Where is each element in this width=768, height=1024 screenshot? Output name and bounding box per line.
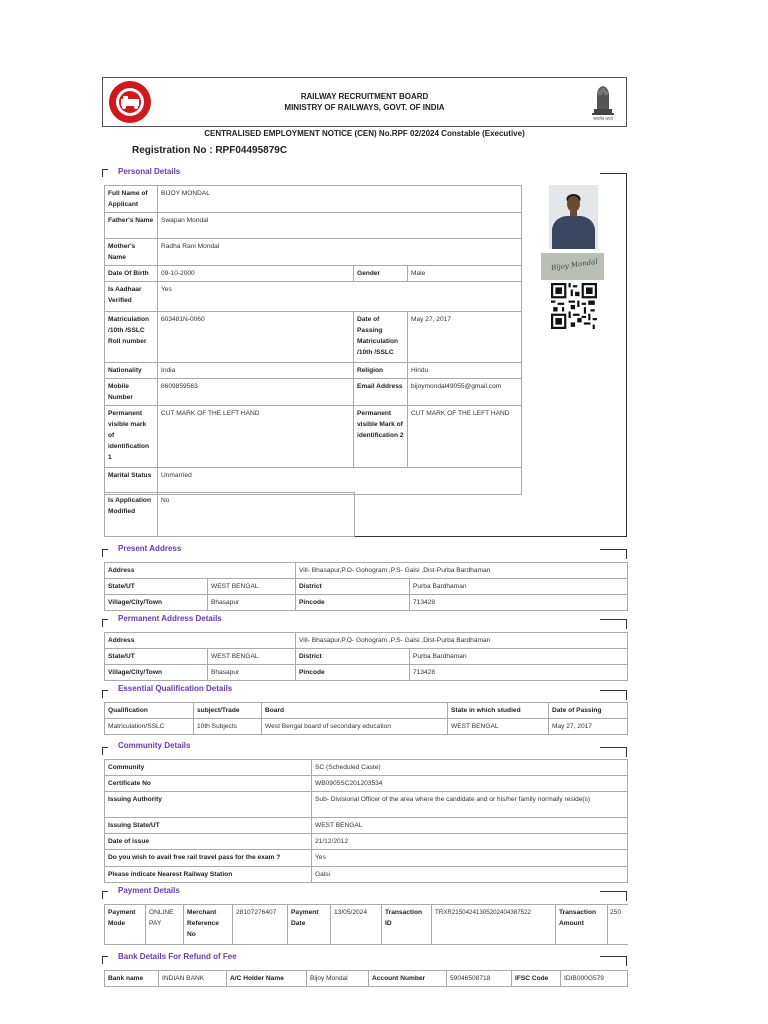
table-row [105,363,522,379]
table-row [105,595,628,611]
applicant-photo [549,185,598,249]
payment-date-value: 13/05/2024 [331,905,382,945]
field-label: Father's Name [105,213,158,239]
field-label: Pincode [296,665,410,681]
table-cell: WEST BENGAL [448,719,549,735]
section-bracket [102,169,108,170]
account-holder-value: Bijoy Mondal [307,971,369,987]
person-icon [549,185,598,249]
field-label: Nationality [105,363,158,379]
modified-value: No [158,493,355,537]
field-label: Email Address [354,379,408,406]
field-label: Issuing State/UT [105,818,312,834]
section-rule [600,173,627,174]
table-row [105,818,628,834]
table-cell: May 27, 2017 [549,719,628,735]
emblem-caption: सत्यमेव जयते [593,116,613,121]
present-village-value: Bhasapur [208,595,296,611]
field-label: State/UT [105,579,208,595]
field-label: Address [105,633,296,649]
signature-text: Bijoy Mondal [550,257,599,273]
section-bracket [102,956,103,964]
permanent-village-value: Bhasapur [208,665,296,681]
field-label: Village/City/Town [105,665,208,681]
section-rule [626,173,627,537]
field-label: Address [105,563,296,579]
field-label: District [296,579,410,595]
section-rule [600,690,627,691]
section-title-personal: Personal Details [118,167,181,176]
section-title-qualification: Essential Qualification Details [118,684,233,693]
section-rule [626,619,627,629]
field-label: Date of issue [105,834,312,850]
qualification-table [104,702,628,735]
column-header: Date of Passing [549,703,628,719]
table-row [105,905,628,945]
field-label: Date Of Birth [105,266,158,282]
section-bracket [102,891,108,892]
field-label: Permanent visible mark of identification 1 [105,406,158,468]
application-modified-table [104,492,355,537]
payment-mode-value: ONLINE PAY [146,905,184,945]
cen-title: CENTRALISED EMPLOYMENT NOTICE (CEN) No.RPF 02/2024 Constable (Executive) [204,129,525,138]
present-pincode-value: 713428 [410,595,628,611]
section-bracket [102,690,108,691]
present-state-value: WEST BENGAL [208,579,296,595]
field-label: Religion [354,363,408,379]
dob-value: 09-10-2000 [158,266,354,282]
table-row [105,379,522,406]
table-row [105,649,628,665]
board-heading [102,91,627,113]
community-value: SC (Scheduled Caste) [312,760,628,776]
bank-name-value: INDIAN BANK [159,971,227,987]
full-name-value: BIJOY MONDAL [158,186,522,213]
table-row [105,186,522,213]
present-address-table [104,562,628,611]
section-rule [600,891,627,892]
field-label: Account Number [369,971,447,987]
permanent-pincode-value: 713428 [410,665,628,681]
mother-name-value: Radha Rani Mondal [158,239,522,266]
section-rule [626,956,627,966]
column-header: Qualification [105,703,194,719]
field-label: Date of Passing Matriculation /10th /SSLC [354,312,408,363]
table-row [105,834,628,850]
table-row [105,579,628,595]
table-row [105,213,522,239]
table-cell: West Bengal board of secondary education [262,719,448,735]
field-label: Mobile Number [105,379,158,406]
field-label: Village/City/Town [105,595,208,611]
field-label: Pincode [296,595,410,611]
field-label: District [296,649,410,665]
transaction-id-value: TRXR21504241305202404387522 [432,905,556,945]
section-bracket [102,619,108,620]
section-bracket [102,549,108,550]
section-bracket [102,891,103,899]
field-label: Community [105,760,312,776]
field-label: Bank name [105,971,159,987]
table-row [105,468,522,495]
section-bracket [102,747,108,748]
field-label: IFSC Code [512,971,561,987]
father-name-value: Swapan Mondal [158,213,522,239]
ifsc-code-value: IDIB000G579 [561,971,628,987]
field-label: Marital Status [105,468,158,495]
present-district-value: Purba Bardhaman [410,579,628,595]
mark2-value: CUT MARK OF THE LEFT HAND [408,406,522,468]
transaction-amount-value: 250 [608,905,628,945]
column-header: State in which studied [448,703,549,719]
section-rule [600,619,627,620]
present-address-value: Vill- Bhasapur,P.O- Gohogram ,P.S- Galsi ,Dist-Purba Bardhaman [296,563,628,579]
marital-value: Unmarried [158,468,522,495]
section-bracket [102,619,103,627]
field-label: Mother's Name [105,239,158,266]
travel-pass-value: Yes [312,850,628,867]
table-row [105,850,628,867]
section-rule [600,549,627,550]
table-row [105,633,628,649]
table-row [105,406,522,468]
section-rule [626,891,627,901]
nationality-value: India [158,363,354,379]
email-value: bijoymondal49055@gmail.com [408,379,522,406]
field-label: Payment Mode [105,905,146,945]
field-label: Is Application Modified [105,493,158,537]
permanent-state-value: WEST BENGAL [208,649,296,665]
date-of-issue-value: 21/12/2012 [312,834,628,850]
section-bracket [102,169,103,177]
permanent-address-table [104,632,628,681]
table-header-row [105,703,628,719]
table-row [105,665,628,681]
table-row [105,239,522,266]
permanent-address-value: Vill- Bhasapur,P.O- Gohogram ,P.S- Galsi ,Dist-Purba Bardhaman [296,633,628,649]
table-row [105,719,628,735]
table-row [105,776,628,792]
section-bracket [102,690,103,698]
section-title-permanent-address: Permanent Address Details [118,614,222,623]
registration-number: Registration No : RPF04495879C [132,145,288,156]
issuing-state-value: WEST BENGAL [312,818,628,834]
table-row [105,282,522,312]
qr-code-icon [551,283,597,329]
table-row [105,867,628,883]
board-name: RAILWAY RECRUITMENT BOARD [300,92,429,101]
field-label: Matriculation /10th /SSLC Roll number [105,312,158,363]
religion-value: Hindu [408,363,522,379]
field-label: Permanent visible Mark of identification 2 [354,406,408,468]
table-row [105,266,522,282]
field-label: Transaction Amount [556,905,608,945]
table-row [105,760,628,776]
section-rule [600,956,627,957]
section-title-payment: Payment Details [118,886,180,895]
field-label: Is Aadhaar Verified [105,282,158,312]
table-cell: Matriculation/SSLC [105,719,194,735]
date-of-passing-value: May 27, 2017 [408,312,522,363]
field-label: A/C Holder Name [227,971,307,987]
bank-table [104,970,628,987]
table-row [105,563,628,579]
table-row [105,792,628,818]
column-header: Board [262,703,448,719]
section-bracket [102,549,103,557]
field-label: Please indicate Nearest Railway Station [105,867,312,883]
mobile-value: 8609859563 [158,379,354,406]
field-label: Certificate No [105,776,312,792]
certificate-value: WB0905SC201203534 [312,776,628,792]
table-cell: 10th Subjects [194,719,262,735]
section-rule [626,549,627,559]
section-rule [626,747,627,757]
field-label: Gender [354,266,408,282]
personal-details-table [104,185,522,495]
applicant-signature [541,253,604,280]
gender-value: Male [408,266,522,282]
section-rule [600,747,627,748]
table-row [105,971,628,987]
permanent-district-value: Purba Bardhaman [410,649,628,665]
section-bracket [102,956,108,957]
field-label: Merchant Reference No [184,905,233,945]
table-row [105,312,522,363]
section-bracket [102,747,103,755]
matric-roll-value: 603481N-0060 [158,312,354,363]
merchant-reference-value: 28107276407 [233,905,288,945]
field-label: State/UT [105,649,208,665]
issuing-authority-value: Sub- Divisional Officer of the area where the candidate and or his/her family normally reside(s) [312,792,628,818]
mark1-value: CUT MARK OF THE LEFT HAND [158,406,354,468]
field-label: Issuing Authority [105,792,312,818]
ministry-name: MINISTRY OF RAILWAYS, GOVT. OF INDIA [284,103,445,112]
section-rule [626,690,627,700]
column-header: subject/Trade [194,703,262,719]
field-label: Transaction ID [382,905,432,945]
aadhaar-value: Yes [158,282,522,312]
section-title-community: Community Details [118,741,191,750]
field-label: Do you wish to avail free rail travel pass for the exam ? [105,850,312,867]
field-label: Full Name of Applicant [105,186,158,213]
field-label: Payment Date [288,905,331,945]
section-title-present-address: Present Address [118,544,182,553]
table-row [105,493,355,537]
payment-table [104,904,628,945]
railway-station-value: Galsi [312,867,628,883]
section-rule [353,536,627,537]
account-number-value: 59046508718 [447,971,512,987]
section-title-bank: Bank Details For Refund of Fee [118,952,237,961]
community-table [104,759,628,883]
